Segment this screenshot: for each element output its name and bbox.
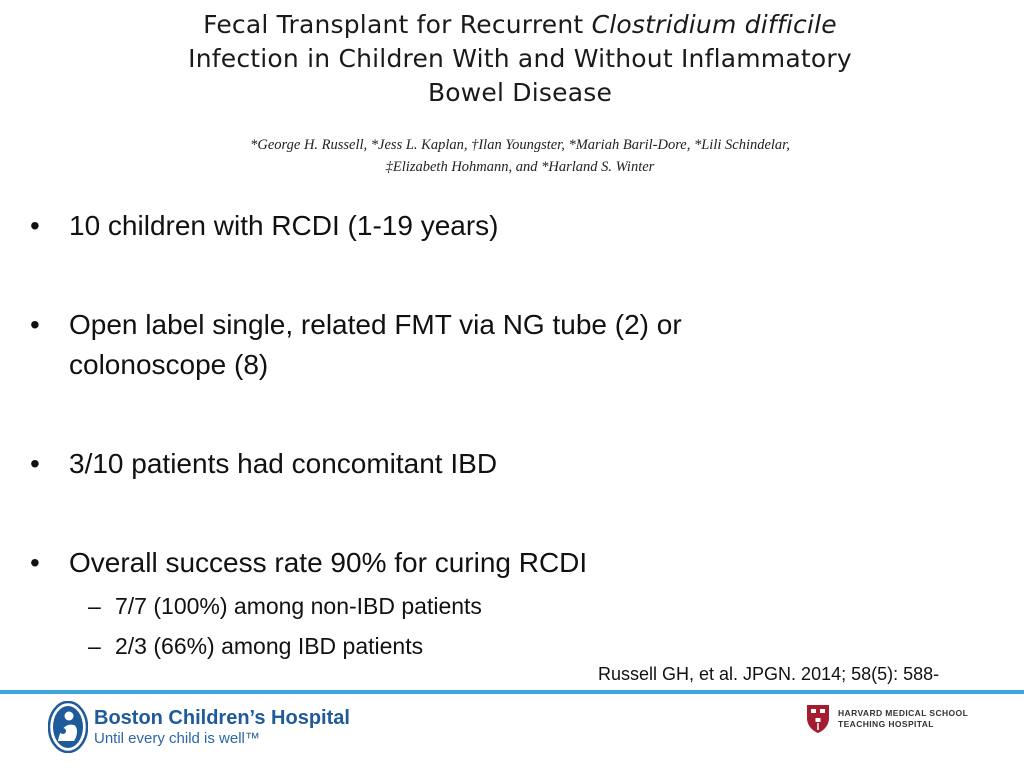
sub-bullet-item <box>88 630 788 662</box>
bullet-text: 3/10 patients had concomitant IBD <box>69 448 498 479</box>
bullet-mark: • <box>30 448 40 479</box>
paper-title-line2: Infection in Children With and Without Inflammatory <box>188 44 852 73</box>
bullet-text: Open label single, related FMT via NG tube (2) or <box>69 309 682 340</box>
bullet-mark: • <box>30 309 40 340</box>
shield-icon <box>806 704 830 734</box>
bullet-text: colonoscope (8) <box>69 349 269 380</box>
citation: Russell GH, et al. JPGN. 2014; 58(5): 588- <box>598 664 940 684</box>
bullet-item <box>30 543 890 583</box>
bullet-text: Overall success rate 90% for curing RCDI <box>69 547 588 578</box>
paper-authors-line2: ‡Elizabeth Hohmann, and *Harland S. Winter <box>385 159 655 175</box>
boston-childrens-hospital-logo <box>48 700 368 758</box>
bullet-item <box>30 206 890 246</box>
mother-child-emblem-icon <box>48 701 88 753</box>
sub-bullet-text: 2/3 (66%) among IBD patients <box>115 633 424 659</box>
paper-authors-line1: *George H. Russell, *Jess L. Kaplan, †Ilan Youngster, *Mariah Baril-Dore, *Lili Schindelar, <box>250 137 790 153</box>
sub-bullet-mark: – <box>88 593 101 619</box>
hms-line1: HARVARD MEDICAL SCHOOL <box>838 708 969 718</box>
paper-title-line3: Bowel Disease <box>427 78 613 107</box>
harvard-medical-school-logo <box>806 704 1006 744</box>
bch-name: Boston Children’s Hospital <box>94 707 350 729</box>
bullet-text: 10 children with RCDI (1-19 years) <box>69 210 499 241</box>
bch-tagline: Until every child is well™ <box>94 730 260 747</box>
bullet-item <box>30 305 890 345</box>
footer-divider <box>0 690 1024 694</box>
sub-bullet-item <box>88 590 788 622</box>
bullet-mark: • <box>30 547 40 578</box>
bullet-continuation <box>30 345 890 385</box>
paper-title-line1-italic: Clostridium difficile <box>591 10 837 39</box>
hms-line2: TEACHING HOSPITAL <box>838 719 934 729</box>
sub-bullet-mark: – <box>88 633 101 659</box>
bullet-mark: • <box>30 210 40 241</box>
bullet-item <box>30 444 890 484</box>
sub-bullet-text: 7/7 (100%) among non-IBD patients <box>115 593 482 619</box>
paper-title-line1-plain: Fecal Transplant for Recurrent <box>203 10 592 39</box>
